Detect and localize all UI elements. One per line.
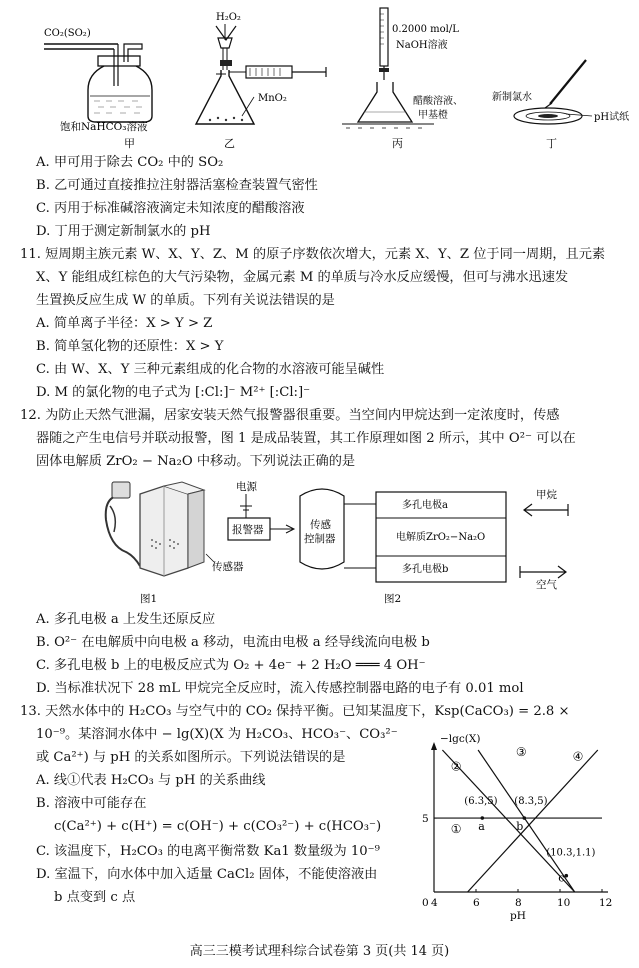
q10-option-d: D. 丁用于测定新制氯水的 pH bbox=[36, 224, 211, 239]
q13-option-c: C. 该温度下，H₂CO₃ 的电离平衡常数 Ka1 数量级为 10⁻⁹ bbox=[36, 844, 380, 859]
series-label-2: ② bbox=[450, 759, 462, 774]
q12-option-a: A. 多孔电极 a 上发生还原反应 bbox=[36, 612, 216, 627]
point-c bbox=[565, 874, 569, 878]
q12-stem-line-3: 固体电解质 ZrO₂ − Na₂O 中移动。下列说法正确的是 bbox=[36, 454, 356, 469]
point-label-a: a bbox=[478, 820, 485, 834]
q12-option-c: C. 多孔电极 b 上的电极反应式为 O₂ + 4e⁻ + 2 H₂O ═══ 4 OH⁻ bbox=[36, 658, 426, 673]
power-label: 电源 bbox=[236, 481, 257, 493]
q12-figure bbox=[100, 476, 580, 608]
air-label: 空气 bbox=[536, 579, 557, 591]
ding-chlorine-label: 新制氯水 bbox=[492, 92, 532, 103]
point-coord-b: (8.3,5) bbox=[514, 796, 548, 808]
x-tick-label: 10 bbox=[557, 897, 571, 909]
yi-mno2-label: MnO₂ bbox=[258, 93, 287, 104]
series-line-4 bbox=[468, 750, 598, 892]
jia-liquid-label: 饱和NaHCO₃溶液 bbox=[60, 121, 148, 133]
q11-stem-line-3: 生置换反应生成 W 的单质。下列有关说法错误的是 bbox=[36, 293, 335, 308]
apparatus-yi bbox=[196, 12, 326, 150]
chart-xlabel: pH bbox=[510, 910, 526, 922]
q10-option-c: C. 丙用于标准碱溶液滴定未知浓度的醋酸溶液 bbox=[36, 201, 305, 216]
y-tick-label: 5 bbox=[422, 813, 429, 826]
apparatus-bing bbox=[342, 8, 463, 150]
series-label-1: ① bbox=[450, 821, 462, 836]
q11-stem-line-2: X、Y 能组成红棕色的大气污染物，金属元素 M 的单质与冷水反应缓慢，但可与沸水迅速发 bbox=[36, 270, 569, 285]
q13-stem-line-3: 或 Ca²⁺) 与 pH 的关系如图所示。下列说法错误的是 bbox=[36, 750, 346, 765]
electrode-b-label: 多孔电极b bbox=[402, 564, 449, 575]
x-tick-label: 8 bbox=[515, 897, 522, 909]
x-tick-label: 6 bbox=[473, 897, 480, 909]
y-axis-arrow bbox=[431, 742, 437, 750]
series-label-4: ④ bbox=[572, 749, 584, 764]
chart-series-lines bbox=[434, 745, 602, 892]
series-label-3: ③ bbox=[515, 744, 527, 759]
q13-option-d-cont: b 点变到 c 点 bbox=[54, 890, 136, 905]
yi-h2o2-label: H₂O₂ bbox=[216, 12, 241, 23]
apparatus-jia bbox=[44, 28, 152, 150]
q11-option-c: C. 由 W、X、Y 三种元素组成的化合物的水溶液可能呈碱性 bbox=[36, 362, 385, 377]
q10-option-b: B. 乙可通过直接推拉注射器活塞检查装置气密性 bbox=[36, 178, 318, 193]
q11-option-b: B. 简单氢化物的还原性：X > Y bbox=[36, 339, 224, 354]
gas-alarm-device bbox=[106, 482, 244, 605]
electrolyte-label: 电解质ZrO₂−Na₂O bbox=[396, 532, 486, 543]
chart-ylabel: −lgc(X) bbox=[440, 733, 481, 745]
point-coord-a: (6.3,5) bbox=[464, 796, 498, 808]
q13-option-b: B. 溶液中可能存在 bbox=[36, 796, 147, 811]
methane-label: 甲烷 bbox=[536, 489, 557, 501]
q12-option-d: D. 当标准状况下 28 mL 甲烷完全反应时，流入传感控制器电路的电子有 0.01 mol bbox=[36, 681, 524, 696]
jia-caption: 甲 bbox=[124, 137, 135, 150]
chart-points bbox=[464, 796, 595, 885]
q12-stem-line-2: 器随之产生电信号并联动报警，图 1 是成品装置，其工作原理如图 2 所示，其中 O²⁻ 可以在 bbox=[36, 431, 576, 446]
bing-conc-label: 0.2000 mol/L bbox=[392, 24, 459, 35]
q13-option-b-equation: c(Ca²⁺) + c(H⁺) = c(OH⁻) + c(CO₃²⁻) + c(HCO₃⁻) bbox=[54, 819, 382, 834]
ding-caption: 丁 bbox=[546, 137, 557, 150]
origin-label: 0 bbox=[422, 897, 429, 909]
fig2-caption: 图2 bbox=[384, 593, 402, 605]
q13-chart bbox=[402, 728, 638, 924]
q13-option-d: D. 室温下，向水体中加入适量 CaCl₂ 固体，不能使溶液由 bbox=[36, 867, 378, 882]
sensor-label: 传感器 bbox=[212, 561, 244, 573]
x-tick-label: 12 bbox=[599, 897, 613, 909]
point-coord-c: (10.3,1.1) bbox=[546, 847, 596, 859]
electrode-a-label: 多孔电极a bbox=[402, 500, 448, 511]
controller-label-2: 控制器 bbox=[304, 533, 336, 545]
alarm-label: 报警器 bbox=[232, 524, 264, 536]
q10-apparatus-figure bbox=[40, 4, 639, 154]
fig1-caption: 图1 bbox=[140, 593, 158, 605]
jia-gas-label: CO₂(SO₂) bbox=[44, 28, 91, 39]
bing-flask-label-1: 醋酸溶液、 bbox=[413, 96, 463, 107]
ding-ph-paper-label: pH试纸 bbox=[594, 112, 630, 123]
page-footer: 高三三模考试理科综合试卷第 3 页(共 14 页) bbox=[189, 944, 450, 959]
series-line-2 bbox=[442, 750, 574, 892]
q12-stem-line-1: 12. 为防止天然气泄漏，居家安装天然气报警器很重要。当空间内甲烷达到一定浓度时，传感 bbox=[20, 408, 560, 423]
q13-stem-line-2: 10⁻⁹。某溶洞水体中 − lg(X)(X 为 H₂CO₃、HCO₃⁻、CO₃²⁻ bbox=[36, 727, 398, 742]
bing-caption: 丙 bbox=[392, 137, 403, 150]
point-label-b: b bbox=[516, 820, 524, 834]
bing-flask-label-2: 甲基橙 bbox=[418, 110, 448, 121]
q12-option-b: B. O²⁻ 在电解质中向电极 a 移动，电流由电极 a 经导线流向电极 b bbox=[36, 635, 430, 650]
bing-naoh-label: NaOH溶液 bbox=[396, 40, 448, 51]
q11-option-a: A. 简单离子半径：X > Y > Z bbox=[36, 316, 213, 331]
q10-option-a: A. 甲可用于除去 CO₂ 中的 SO₂ bbox=[36, 155, 224, 170]
series-line-3 bbox=[478, 750, 575, 892]
yi-caption: 乙 bbox=[224, 137, 235, 150]
apparatus-ding bbox=[492, 60, 629, 150]
q13-option-a: A. 线①代表 H₂CO₃ 与 pH 的关系曲线 bbox=[36, 773, 266, 788]
q13-stem-line-1: 13. 天然水体中的 H₂CO₃ 与空气中的 CO₂ 保持平衡。已知某温度下，Ksp(CaCO₃) = 2.8 × bbox=[20, 704, 570, 719]
controller-label-1: 传感 bbox=[310, 519, 331, 531]
x-tick-label: 4 bbox=[431, 897, 438, 909]
point-label-c: c bbox=[558, 871, 565, 885]
q11-option-d: D. M 的氯化物的电子式为 [:Cl:]⁻ M²⁺ [:Cl:]⁻ bbox=[36, 385, 311, 400]
q11-stem-line-1: 11. 短周期主族元素 W、X、Y、Z、M 的原子序数依次增大，元素 X、Y、Z 位于同一周期，且元素 bbox=[20, 247, 606, 262]
